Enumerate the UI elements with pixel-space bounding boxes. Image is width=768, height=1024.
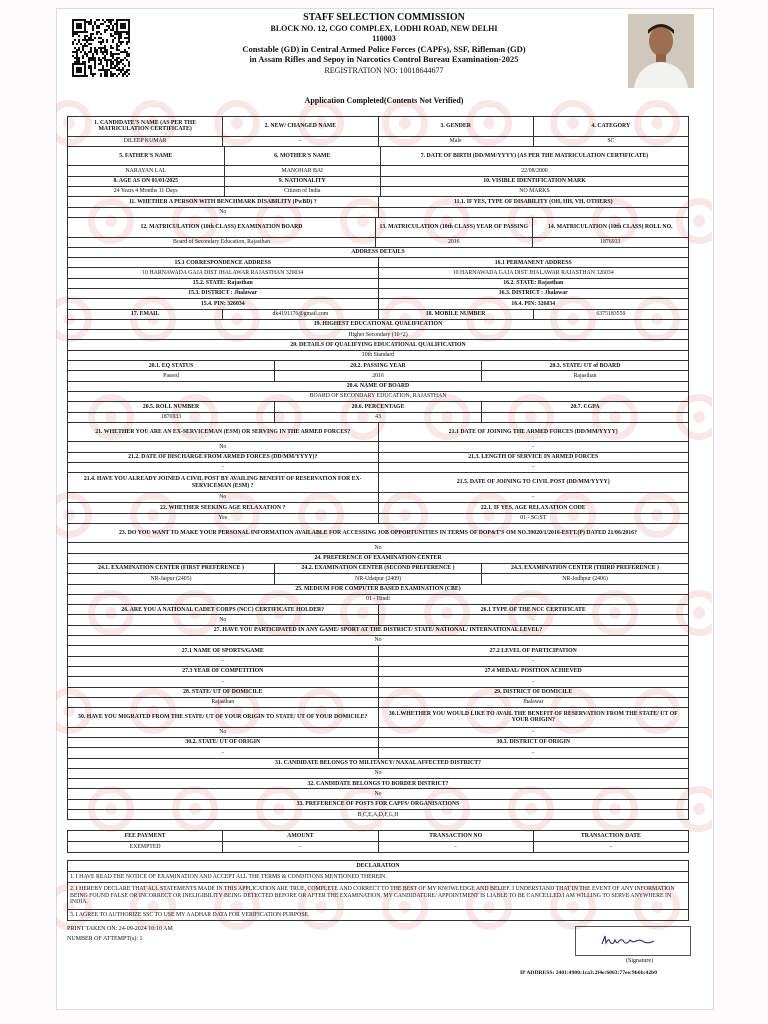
print-timestamp: PRINT TAKEN ON: 24-09-2024 10:10 AM — [67, 926, 173, 932]
field-label: 24.1. EXAMINATION CENTER (FIRST PREFERENCE ) — [67, 564, 274, 573]
table-row — [67, 391, 689, 401]
field-value: 22/08/2000 — [380, 166, 689, 175]
table-row — [67, 666, 689, 676]
table-cell: TRANSACTION NO — [378, 831, 533, 841]
field-label: 26. ARE YOU A NATIONAL CADET CORPS (NCC) CERTIFICATE HOLDER? — [67, 605, 378, 614]
table-row — [67, 841, 689, 853]
table-row — [67, 737, 689, 747]
field-label: 30. HAVE YOU MIGRATED FROM THE STATE/ UT OF YOUR ORIGIN TO STATE/ UT OF YOUR DOMICILE? — [67, 708, 378, 727]
field-value: 10 HARNAWADA GAJA DIST JHALAWAR RAJASTHAN 326034 — [67, 268, 378, 277]
field-label: 30.1.WHETHER YOU WOULD LIKE TO AVAIL THE BENEFIT OF RESERVATION FROM THE STATE/ UT OF YOUR ORIGIN? — [378, 708, 690, 727]
table-row — [67, 604, 689, 614]
table-row — [67, 871, 689, 882]
field-label: 20.6. PERCENTAGE — [274, 402, 481, 411]
field-label: 8. AGE AS ON 01/01/2025 — [67, 177, 224, 186]
table-row — [67, 339, 689, 349]
field-label: 26.1 TYPE OF THE NCC CERTIFICATE — [378, 605, 690, 614]
field-label: 24.2. EXAMINATION CENTER (SECOND PREFERENCE ) — [274, 564, 481, 573]
declaration-item: 2. I HEREBY DECLARE THAT ALL STATEMENTS MADE IN THIS APPLICATION ARE TRUE, COMPLETE AND CORRECT TO THE BEST OF MY KNOWLEDGE AND BELIEF. I UNDERSTAND THAT IN THE EVENT OF ANY INFORMATION BEING FOUND FALSE OR INCORRECT OR INELIGIBILITY BEING DETECTED BEFORE OR AFTER THE EXAMINATION, MY CANDIDATURE/ APPOINTMENT IS LIABLE TO BE CANCELLED.I AM WILLING TO SERVE ANYWHERE IN INDIA. — [67, 883, 689, 909]
table-row — [67, 452, 689, 462]
field-label: 22.1. IF YES, AGE RELAXATION CODE — [378, 503, 690, 512]
field-label: 14. MATRICULATION (10th CLASS) ROLL NO. — [532, 218, 690, 237]
table-row — [67, 614, 689, 624]
field-label: 27.3 YEAR OF COMPETITION — [67, 667, 378, 676]
field-label: 7. DATE OF BIRTH (DD/MM/YYYY) (AS PER THE MATRICULATION CERTIFICATE) — [380, 147, 689, 166]
field-label: 21.1 DATE OF JOINING THE ARMED FORCES (DD/MM/YYYY) — [378, 423, 690, 442]
field-value: 10th Standard — [67, 351, 689, 360]
table-row — [67, 563, 689, 573]
table-row — [67, 319, 689, 329]
field-label: 27.1 NAME OF SPORTS/GAME — [67, 646, 378, 655]
field-label: 33. PREFERENCE OF POSTS FOR CAPFS/ ORGANISATIONS — [67, 800, 689, 809]
table-row — [67, 186, 689, 196]
field-label: 25. MEDIUM FOR COMPUTER BASED EXAMINATION (CBE) — [67, 585, 689, 594]
field-label: 3. GENDER — [378, 117, 533, 136]
field-label: 20.4. NAME OF BOARD — [67, 382, 689, 391]
exam-title-2: in Assam Rifles and Sepoy in Narcotics Control Bureau Examination-2025 — [249, 54, 519, 64]
field-label: 21.3. LENGTH OF SERVICE IN ARMED FORCES — [378, 453, 690, 462]
application-details-table — [67, 116, 689, 820]
declaration-item: 3. I AGREE TO AUTHORIZE SSC TO USE MY AADHAR DATA FOR VERIFICATION PURPOSE. — [67, 910, 689, 920]
field-value: NR-Udaipur (2409) — [274, 574, 481, 583]
field-label: 16.3. DISTRICT : Jhalawar — [378, 289, 690, 298]
field-value: - — [222, 137, 377, 146]
table-cell: EXEMPTED — [67, 842, 222, 852]
table-row — [67, 350, 689, 360]
field-label: 16.2. STATE: Rajasthan — [378, 279, 690, 288]
field-label: 20.7. CGPA — [481, 402, 689, 411]
field-label: 13. MATRICULATION (10th CLASS) YEAR OF PASSING — [375, 218, 532, 237]
field-value: Higher Secondary (10+2) — [67, 330, 689, 339]
table-row — [67, 237, 689, 247]
table-row — [67, 412, 689, 422]
table-row — [67, 758, 689, 768]
table-row — [67, 707, 689, 727]
field-value: 2016 — [375, 238, 532, 247]
table-row — [67, 778, 689, 788]
field-label: 11.1. IF YES, TYPE OF DISABILITY (OH, HH, VH, OTHERS) — [378, 197, 690, 206]
field-value: No — [67, 789, 689, 798]
page-header — [56, 12, 712, 76]
field-value: Citizen of India — [224, 187, 381, 196]
field-value: No — [67, 769, 689, 778]
field-label: 32. CANDIDATE BELONGS TO BORDER DISTRICT? — [67, 779, 689, 788]
field-label: 30.2. STATE/ UT OF ORIGIN — [67, 738, 378, 747]
table-row — [67, 247, 689, 257]
declaration-table — [67, 860, 689, 918]
field-value: - — [378, 442, 690, 451]
table-row — [67, 267, 689, 277]
field-value: dk4191176@gmail.com — [222, 310, 377, 319]
table-row — [67, 909, 689, 921]
table-row — [67, 788, 689, 798]
field-value: No — [67, 615, 378, 624]
field-label: 1. CANDIDATE'S NAME (AS PER THE MATRICULATION CERTIFICATE) — [67, 117, 222, 136]
field-value: 2016 — [274, 371, 481, 380]
table-row — [67, 553, 689, 563]
table-row — [67, 625, 689, 635]
table-row — [67, 196, 689, 206]
field-value: Yes — [67, 514, 378, 523]
field-label: 20.1. EQ STATUS — [67, 361, 274, 370]
table-row — [67, 656, 689, 666]
table-cell: - — [378, 842, 533, 852]
field-label: 20.2. PASSING YEAR — [274, 361, 481, 370]
field-value: 1876933 — [67, 413, 274, 422]
field-label: 15.1 CORRESPONDENCE ADDRESS — [67, 258, 378, 267]
field-label: 24. PREFERENCE OF EXAMINATION CENTER — [67, 554, 689, 563]
field-value: - — [378, 657, 690, 666]
field-value: Rajasthan — [481, 371, 689, 380]
field-label: 5. FATHER'S NAME — [67, 147, 224, 166]
field-value: - — [378, 615, 690, 624]
field-label: 22. WHETHER SEEKING AGE RELAXATION ? — [67, 503, 378, 512]
table-row — [67, 288, 689, 298]
org-name: STAFF SELECTION COMMISSION — [303, 12, 465, 23]
table-row — [67, 502, 689, 512]
field-value: 01 - Hindi — [67, 595, 689, 604]
table-row — [67, 584, 689, 594]
field-value: BOARD OF SECONDARY EDUCATION, RAJASTHAN — [67, 392, 689, 401]
field-value: No — [67, 208, 378, 217]
table-row — [67, 860, 689, 871]
table-row — [67, 422, 689, 442]
table-row — [67, 768, 689, 778]
table-cell: FEE PAYMENT — [67, 831, 222, 841]
field-value: Rajasthan — [67, 698, 378, 707]
table-row — [67, 309, 689, 319]
field-label: 27.2 LEVEL OF PARTICIPATION — [378, 646, 690, 655]
field-label: 24.3. EXAMINATION CENTER (THIRD PREFERENCE ) — [481, 564, 689, 573]
attempt-count: NUMBER OF ATTEMPT(s): 1 — [67, 936, 143, 942]
field-value: B,C,E,A,D,F,G,H — [67, 810, 689, 819]
field-label: 19. HIGHEST EDUCATIONAL QUALIFICATION — [67, 320, 689, 329]
table-row — [67, 542, 689, 552]
field-value: NR-Jaipur (2405) — [67, 574, 274, 583]
field-value: No — [67, 728, 378, 737]
table-row — [67, 278, 689, 288]
signature-label: (Signature) — [626, 958, 653, 964]
field-label: 20.5. ROLL NUMBER — [67, 402, 274, 411]
field-label: 31. CANDIDATE BELONGS TO MILITANCY/ NAXAL AFFECTED DISTRICT? — [67, 759, 689, 768]
field-value: Jhalawar — [378, 698, 690, 707]
field-value: DILEEP KUMAR — [67, 137, 222, 146]
field-label: 11. WHETHER A PERSON WITH BENCHMARK DISABILITY (PwBD) ? — [67, 197, 378, 206]
field-value: - — [67, 677, 378, 686]
table-row — [67, 573, 689, 583]
field-label: 15.4. PIN: 326034 — [67, 299, 378, 308]
table-row — [67, 676, 689, 686]
table-row — [67, 594, 689, 604]
field-value: 1876933 — [532, 238, 690, 247]
table-row — [67, 176, 689, 186]
field-value: SC — [533, 137, 689, 146]
table-row — [67, 830, 689, 841]
table-row — [67, 513, 689, 523]
registration-number: REGISTRATION NO: 10018644677 — [324, 66, 444, 75]
field-value: - — [378, 677, 690, 686]
table-row — [67, 492, 689, 502]
field-value — [378, 208, 690, 217]
field-label: 27. HAVE YOU PARTICIPATED IN ANY GAME/ SPORT AT THE DISTRICT/ STATE/ NATIONAL/ INTERNATIONAL LEVEL? — [67, 626, 689, 635]
field-value: 24 Years 4 Months 11 Days — [67, 187, 224, 196]
field-value: - — [378, 728, 690, 737]
table-cell: - — [533, 842, 689, 852]
field-label: 15.3. DISTRICT : Jhalawar — [67, 289, 378, 298]
fee-table — [67, 830, 689, 853]
table-row — [67, 257, 689, 267]
field-label: 2. NEW/ CHANGED NAME — [222, 117, 377, 136]
table-row — [67, 727, 689, 737]
table-cell: AMOUNT — [222, 831, 377, 841]
signature-image — [600, 934, 656, 948]
table-row — [67, 809, 689, 820]
field-label: 21.5. DATE OF JOINING TO CIVIL POST (DD/MM/YYYY) — [378, 473, 690, 492]
table-row — [67, 370, 689, 380]
table-row — [67, 136, 689, 146]
table-row — [67, 360, 689, 370]
table-row — [67, 687, 689, 697]
declaration-title: DECLARATION — [67, 861, 689, 871]
field-value: Board of Secondary Education, Rajasthan — [67, 238, 375, 247]
field-label: 15.2. STATE: Rajasthan — [67, 279, 378, 288]
org-pin: 110003 — [372, 34, 396, 43]
field-value: NR-Jodhpur (2406) — [481, 574, 689, 583]
field-value: - — [378, 748, 690, 757]
application-status: Application Completed(Contents Not Verified) — [304, 96, 464, 105]
field-value: 10 HARNAWADA GAJA DIST JHALAWAR RAJASTHAN 326034 — [378, 268, 690, 277]
field-value: Passed — [67, 371, 274, 380]
table-row — [67, 146, 689, 166]
field-value: 01 - SC/ST — [378, 514, 690, 523]
table-row — [67, 635, 689, 645]
field-value: No — [67, 493, 378, 502]
table-row — [67, 381, 689, 391]
field-label: 16.1 PERMANENT ADDRESS — [378, 258, 690, 267]
field-value: - — [67, 463, 378, 472]
field-value — [481, 413, 689, 422]
field-value: NO MARKS — [380, 187, 689, 196]
field-label: 6. MOTHER'S NAME — [224, 147, 381, 166]
field-label: 21.2. DATE OF DISCHARGE FROM ARMED FORCES (DD/MM/YYYY)? — [67, 453, 378, 462]
table-row — [67, 645, 689, 655]
field-label: ADDRESS DETAILS — [67, 248, 689, 257]
field-label: 21. WHETHER YOU ARE AN EX-SERVICEMAN (ESM) OR SERVING IN THE ARMED FORCES? — [67, 423, 378, 442]
declaration-item: 1. I HAVE READ THE NOTICE OF EXAMINATION AND ACCEPT ALL THE TERMS & CONDITIONS MENTIONED THEREIN. — [67, 872, 689, 882]
field-label: 23. DO YOU WANT TO MAKE YOUR PERSONAL INFORMATION AVAILABLE FOR ACCESSING JOB OPPORTUNITIES IN TERMS OF DOP&T'S OM NO.39020/1/2016-ESTT.(P) DATED 21/06/2016? — [67, 524, 689, 543]
field-label: 18. MOBILE NUMBER — [378, 310, 533, 319]
table-row — [67, 799, 689, 809]
field-value: 6375183559 — [533, 310, 689, 319]
table-row — [67, 523, 689, 543]
table-row — [67, 165, 689, 175]
ip-address: IP ADDRESS: 2401:4900:1ca3:2f4e:6063:77ee:9b6b:42b0 — [520, 970, 658, 976]
field-value: - — [378, 493, 690, 502]
table-row — [67, 401, 689, 411]
field-label: 17. EMAIL — [67, 310, 222, 319]
field-label: 29. DISTRICT OF DOMICILE — [378, 688, 690, 697]
field-value: Male — [378, 137, 533, 146]
table-row — [67, 217, 689, 237]
field-value: No — [67, 543, 689, 552]
field-value: No — [67, 636, 689, 645]
table-row — [67, 697, 689, 707]
table-row — [67, 329, 689, 339]
table-row — [67, 472, 689, 492]
field-label: 30.3. DISTRICT OF ORIGIN — [378, 738, 690, 747]
field-label: 21.4. HAVE YOU ALREADY JOINED A CIVIL POST BY AVAILING BENEFIT OF RESERVATION FOR EX-SERVICEMAN (ESM) ? — [67, 473, 378, 492]
field-value: - — [67, 748, 378, 757]
field-value: No — [67, 442, 378, 451]
field-label: 20.3. STATE/ UT of BOARD — [481, 361, 689, 370]
table-row — [67, 116, 689, 136]
field-value: - — [378, 463, 690, 472]
field-label: 28. STATE/ UT OF DOMICILE — [67, 688, 378, 697]
exam-title-1: Constable (GD) in Central Armed Police Forces (CAPFs), SSF, Rifleman (GD) — [242, 44, 526, 54]
table-row — [67, 441, 689, 451]
field-label: 27.4 MEDAL/ POSITION ACHIEVED — [378, 667, 690, 676]
table-cell: - — [222, 842, 377, 852]
org-address: BLOCK NO. 12, CGO COMPLEX, LODHI ROAD, NEW DELHI — [270, 24, 498, 33]
field-label: 9. NATIONALITY — [224, 177, 381, 186]
field-value: - — [67, 657, 378, 666]
table-cell: TRANSACTION DATE — [533, 831, 689, 841]
table-row — [67, 207, 689, 217]
field-label: 12. MATRICULATION (10th CLASS) EXAMINATION BOARD — [67, 218, 375, 237]
field-value: NARAYAN LAL — [67, 166, 224, 175]
table-row — [67, 882, 689, 909]
field-label: 4. CATEGORY — [533, 117, 689, 136]
table-row — [67, 747, 689, 757]
field-value: 43 — [274, 413, 481, 422]
field-label: 20. DETAILS OF QUALIFYING EDUCATIONAL QUALIFICATION — [67, 340, 689, 349]
table-row — [67, 298, 689, 308]
field-value: MANOHAR BAI — [224, 166, 381, 175]
field-label: 16.4. PIN: 326034 — [378, 299, 690, 308]
table-row — [67, 462, 689, 472]
field-label: 10. VISIBLE IDENTIFICATION MARK — [380, 177, 689, 186]
